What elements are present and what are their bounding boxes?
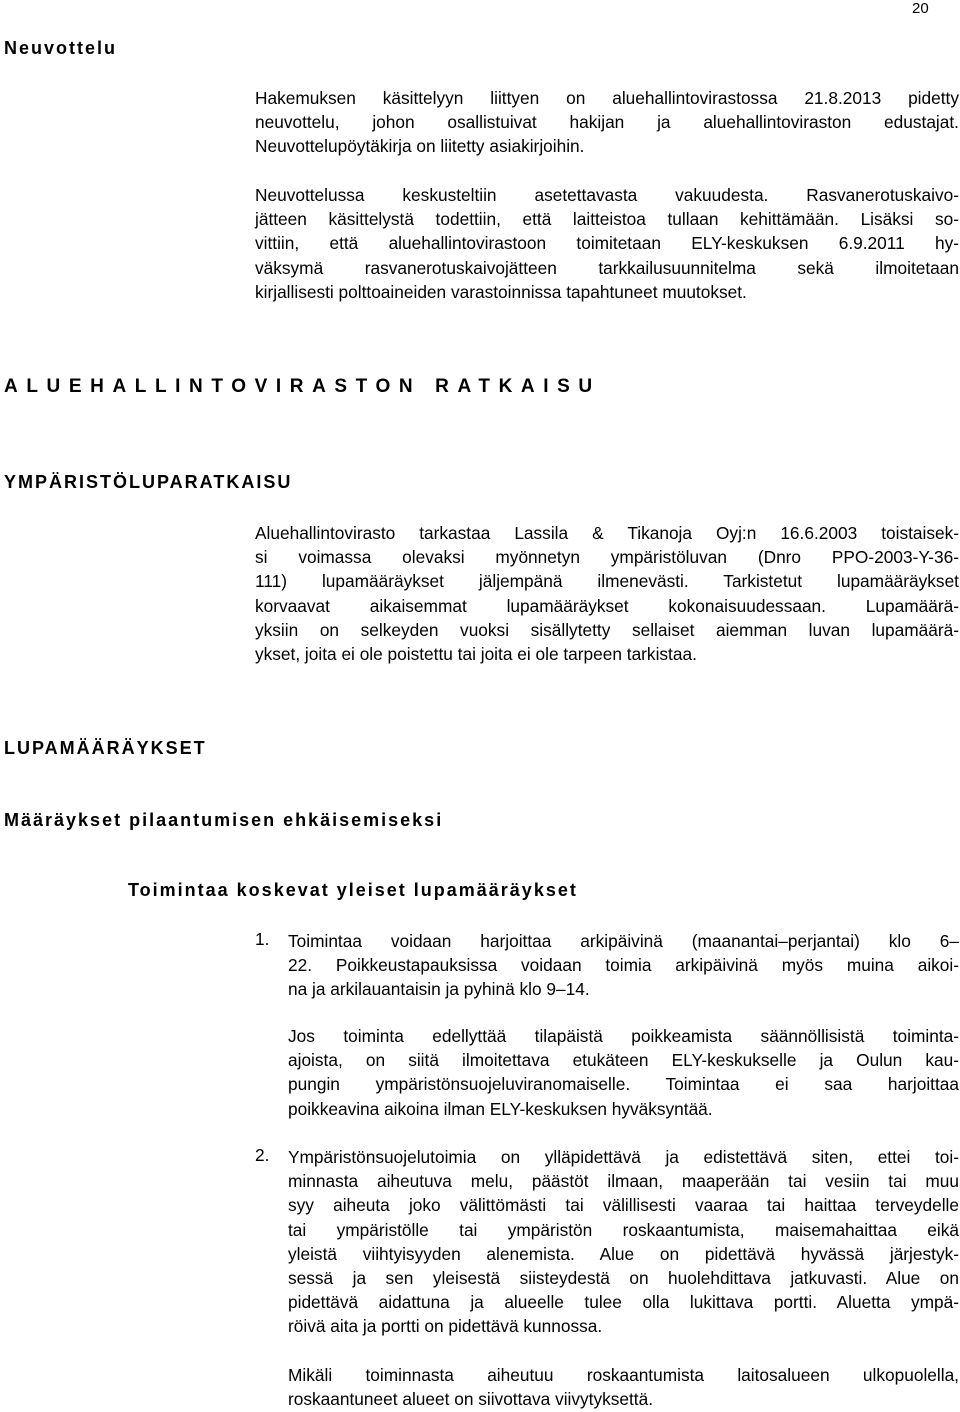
text-line: jätteen käsittelystä todettiin, että laitteistoa tullaan kehittämään. Lisäksi so- xyxy=(255,209,959,230)
text-line: neuvottelu, johon osallistuivat hakijan ja aluehallintoviraston edustajat. xyxy=(255,112,959,133)
heading-ymparistolupa-ratkaisu: YMPÄRISTÖLUPARATKAISU xyxy=(4,472,293,492)
text-line: minnasta aiheutuva melu, päästöt ilmaan, maaperään tai vesiin tai muu xyxy=(288,1171,959,1192)
text-line: Neuvottelupöytäkirja on liitetty asiakirjoihin. xyxy=(255,136,585,157)
item-2-paragraph-2 xyxy=(288,1363,959,1411)
item-1-paragraph-1 xyxy=(288,929,959,1002)
text-line: Mikäli toiminnasta aiheutuu roskaantumista laitosalueen ulkopuolella, xyxy=(288,1365,959,1385)
text-line: na ja arkilauantaisin ja pyhinä klo 9–14. xyxy=(288,979,590,1000)
item-number: 2. xyxy=(255,1145,270,1165)
item-2-paragraph-1 xyxy=(288,1145,959,1339)
text-line: Aluehallintovirasto tarkastaa Lassila & Tikanoja Oyj:n 16.6.2003 toistaisek- xyxy=(255,523,959,543)
text-line: röivä aita ja portti on pidettävä kunnossa. xyxy=(288,1316,603,1337)
text-line: sessä ja sen yleisestä siisteydestä on huolehdittava jatkuvasti. Alue on xyxy=(288,1268,959,1289)
paragraph-neuvottelu-2 xyxy=(255,183,959,304)
text-line: ajoista, on siitä ilmoitettava etukäteen ELY-keskukselle ja Oulun kau- xyxy=(288,1050,959,1071)
heading-lupamaaraykset: LUPAMÄÄRÄYKSET xyxy=(4,738,207,758)
text-line: roskaantuneet alueet on siivottava viivytyksettä. xyxy=(288,1389,654,1410)
paragraph-ratkaisu xyxy=(255,521,959,666)
text-line: ykset, joita ei ole poistettu tai joita ei ole tarpeen tarkistaa. xyxy=(255,644,697,665)
text-line: si voimassa olevaksi myönnetyn ympäristöluvan (Dnro PPO-2003-Y-36- xyxy=(255,547,959,568)
text-line: poikkeavina aikoina ilman ELY-keskuksen hyväksyntää. xyxy=(288,1098,713,1119)
text-line: pungin ympäristönsuojeluviranomaiselle. Toimintaa ei saa harjoittaa xyxy=(288,1074,959,1095)
item-1-paragraph-2 xyxy=(288,1024,959,1121)
text-line: kirjallisesti polttoaineiden varastoinnissa tapahtuneet muutokset. xyxy=(255,281,747,302)
text-line: syy aiheuta joko välittömästi tai välillisesti vaaraa tai haittaa terveydelle xyxy=(288,1195,959,1216)
text-line: Ympäristönsuojelutoimia on ylläpidettävä ja edistettävä siten, ettei toi- xyxy=(288,1147,959,1167)
heading-neuvottelu: Neuvottelu xyxy=(4,38,118,58)
text-line: Neuvottelussa keskusteltiin asetettavasta vakuudesta. Rasvanerotuskaivo- xyxy=(255,185,959,205)
text-line: 22. Poikkeustapauksissa voidaan toimia arkipäivinä myös muina aikoi- xyxy=(288,955,959,976)
text-line: yksiin on selkeyden vuoksi sisällytetty sellaiset aiemman luvan lupamäärä- xyxy=(255,619,959,640)
heading-toimintaa-koskevat: Toimintaa koskevat yleiset lupamääräykset xyxy=(128,880,578,900)
text-line: Hakemuksen käsittelyyn liittyen on aluehallintovirastossa 21.8.2013 pidetty xyxy=(255,88,959,108)
text-line: vittiin, että aluehallintovirastoon toimitetaan ELY-keskuksen 6.9.2011 hy- xyxy=(255,233,959,254)
heading-aluehallintoviraston-ratkaisu: ALUEHALLINTOVIRASTON RATKAISU xyxy=(4,376,601,397)
text-line: 111) lupamääräykset jäljempänä ilmenevästi. Tarkistetut lupamääräykset xyxy=(255,571,959,592)
page-number: 20 xyxy=(912,0,929,17)
text-line: pidettävä aidattuna ja alueelle tulee olla lukittava portti. Aluetta ympä- xyxy=(288,1292,959,1313)
text-line: väksymä rasvanerotuskaivojätteen tarkkailusuunnitelma sekä ilmoitetaan xyxy=(255,257,959,278)
text-line: Jos toiminta edellyttää tilapäistä poikkeamista säännöllisistä toiminta- xyxy=(288,1026,959,1046)
item-number: 1. xyxy=(255,929,270,949)
text-line: tai ympäristölle tai ympäristön roskaantumista, maisemahaittaa eikä xyxy=(288,1219,959,1240)
paragraph-neuvottelu-1 xyxy=(255,86,959,159)
text-line: Toimintaa voidaan harjoittaa arkipäivinä (maanantai–perjantai) klo 6– xyxy=(288,931,959,951)
heading-maaraykset-pilaantumisen-ehkaisemiseksi: Määräykset pilaantumisen ehkäisemiseksi xyxy=(4,810,444,830)
text-line: yleistä viihtyisyyden alenemista. Alue on pidettävä hyvässä järjestyk- xyxy=(288,1243,959,1264)
text-line: korvaavat aikaisemmat lupamääräykset kokonaisuudessaan. Lupamäärä- xyxy=(255,595,959,616)
